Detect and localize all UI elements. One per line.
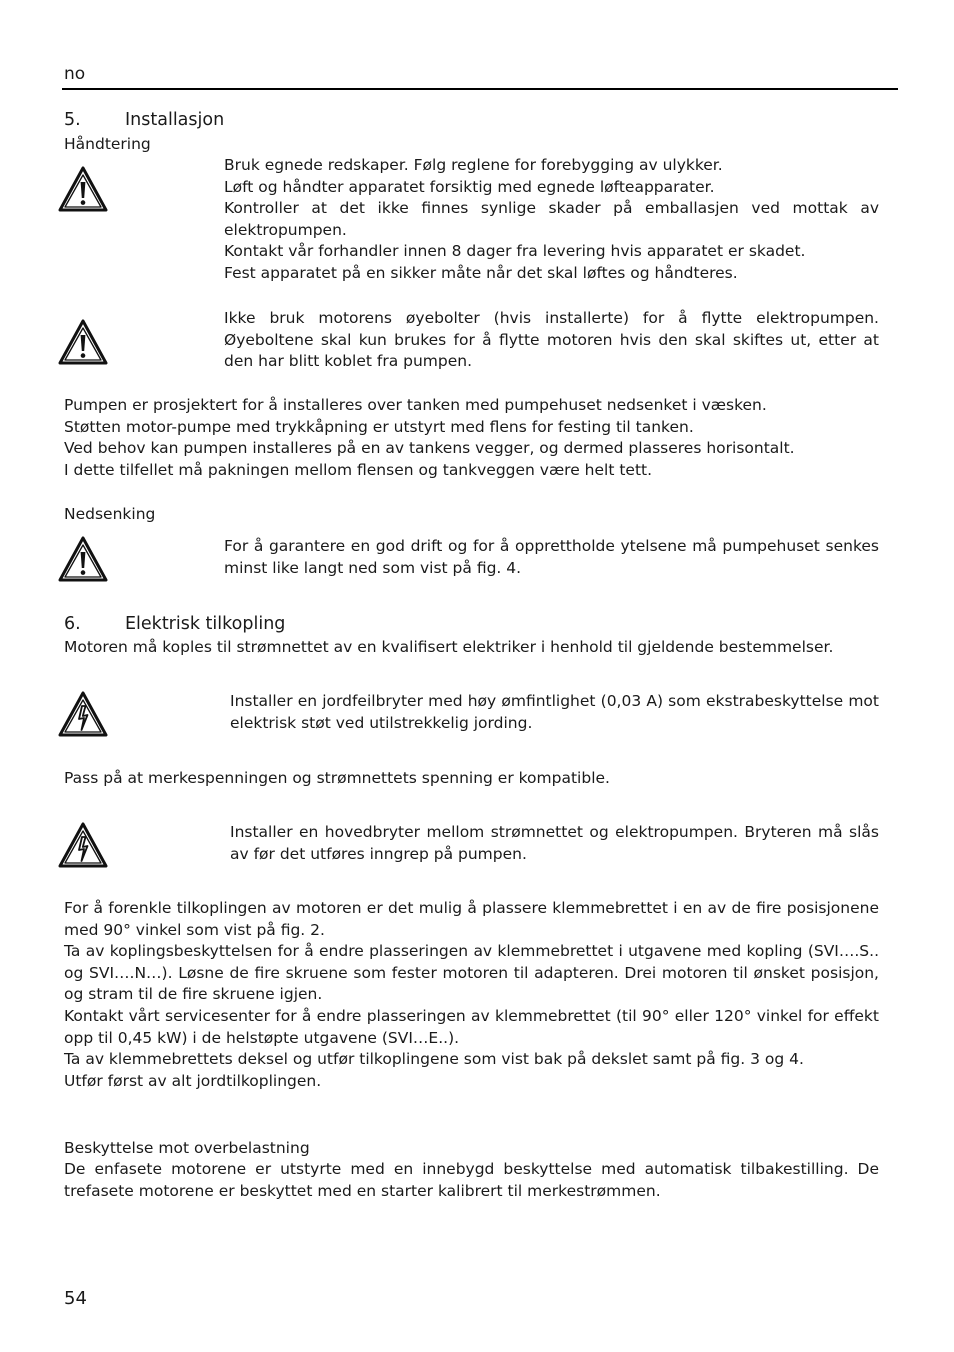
rcd-warning: Installer en jordfeilbryter med høy ømfintlighet (0,03 A) som ekstrabeskyttelse mot elektrisk støt ved utilstrekkelig jording.: [230, 692, 879, 732]
body-paragraph: For å forenkle tilkoplingen av motoren er det mulig å plassere klemmebrettet i en av de fire posisjonene med 90° vinkel som vist på fig. 2.: [64, 899, 879, 939]
body-line: Pumpen er prosjektert for å installeres over tanken med pumpehuset nedsenket i væsken.: [64, 396, 767, 414]
section-5-number: 5.: [64, 110, 81, 130]
handling-warning-block: [224, 155, 879, 285]
body-line: Ved behov kan pumpen installeres på en av tankens vegger, og dermed plasseres horisontalt.: [64, 439, 795, 458]
electric-hazard-icon: [57, 690, 109, 738]
electrical-intro: Motoren må koples til strømnettet av en kvalifisert elektriker i henhold til gjeldende bestemmelser.: [64, 638, 834, 656]
immersion-subheading: Nedsenking: [64, 505, 156, 523]
electric-hazard-icon: [57, 821, 109, 869]
eyebolt-warning: Ikke bruk motorens øyebolter (hvis installerte) for å flytte elektropumpen. Øyeboltene skal kun brukes for å flytte motoren hvis den skal skiftes ut, etter at den har blitt koblet fra pumpen.: [224, 309, 879, 371]
body-line: I dette tilfellet må pakningen mellom flensen og tankveggen være helt tett.: [64, 460, 653, 479]
warning-line: Kontakt vår forhandler innen 8 dager fra levering hvis apparatet er skadet.: [224, 242, 806, 261]
connection-body: [64, 898, 879, 1092]
warning-line: Løft og håndter apparatet forsiktig med egnede løfteapparater.: [224, 177, 715, 196]
body-paragraph: Ta av klemmebrettets deksel og utfør tilkoplingene som vist bak på dekslet samt på fig. 3 og 4.: [64, 1050, 804, 1069]
section-6-number: 6.: [64, 614, 81, 634]
warning-line: Fest apparatet på en sikker måte når det skal løftes og håndteres.: [224, 263, 738, 282]
language-code: no: [64, 64, 86, 84]
body-paragraph: Kontakt vårt servicesenter for å endre plasseringen av klemmebrettet (til 90° eller 120° vinkel for effekt opp til 0,45 kW) i de helstøpte utgavene (SVI…E..).: [64, 1006, 879, 1047]
overload-text: De enfasete motorene er utstyrte med en innebygd beskyttelse med automatisk tilbakestilling. De trefasete motorene er beskyttet med en starter kalibrert til merkestrømmen.: [64, 1160, 879, 1200]
warning-triangle-icon: [57, 318, 109, 366]
handling-subheading: Håndtering: [64, 135, 151, 153]
section-5-heading: [64, 110, 224, 130]
warning-triangle-icon: [57, 165, 109, 213]
body-paragraph: Ta av koplingsbeskyttelsen for å endre plasseringen av klemmebrettet i utgavene med kopling (SVI….S.. og SVI….N…). Løsne de fire skruene som fester motoren til adapteren. Drei motoren til ønsket posisjon, og stram til de fire skruene igjen.: [64, 942, 879, 1004]
main-switch-warning: Installer en hovedbryter mellom strømnettet og elektropumpen. Bryteren må slås av før det utføres inngrep på pumpen.: [230, 823, 879, 863]
voltage-note: Pass på at merkespenningen og strømnettets spenning er kompatible.: [64, 769, 610, 787]
page-number: 54: [64, 1288, 87, 1309]
header-rule: [62, 88, 898, 90]
warning-line: Kontroller at det ikke finnes synlige skader på emballasjen ved mottak av elektropumpen.: [224, 199, 879, 239]
section-6-title: Elektrisk tilkopling: [125, 614, 286, 634]
body-line: Støtten motor-pumpe med trykkåpning er utstyrt med flens for festing til tanken.: [64, 417, 694, 436]
installation-body: [64, 395, 884, 481]
immersion-warning: For å garantere en god drift og for å opprettholde ytelsene må pumpehuset senkes minst like langt ned som vist på fig. 4.: [224, 537, 879, 577]
section-5-title: Installasjon: [125, 110, 225, 130]
warning-triangle-icon: [57, 535, 109, 583]
warning-line: Bruk egnede redskaper. Følg reglene for forebygging av ulykker.: [224, 156, 723, 174]
overload-subheading: Beskyttelse mot overbelastning: [64, 1139, 310, 1157]
section-6-heading: [64, 614, 285, 634]
body-paragraph: Utfør først av alt jordtilkoplingen.: [64, 1071, 322, 1090]
